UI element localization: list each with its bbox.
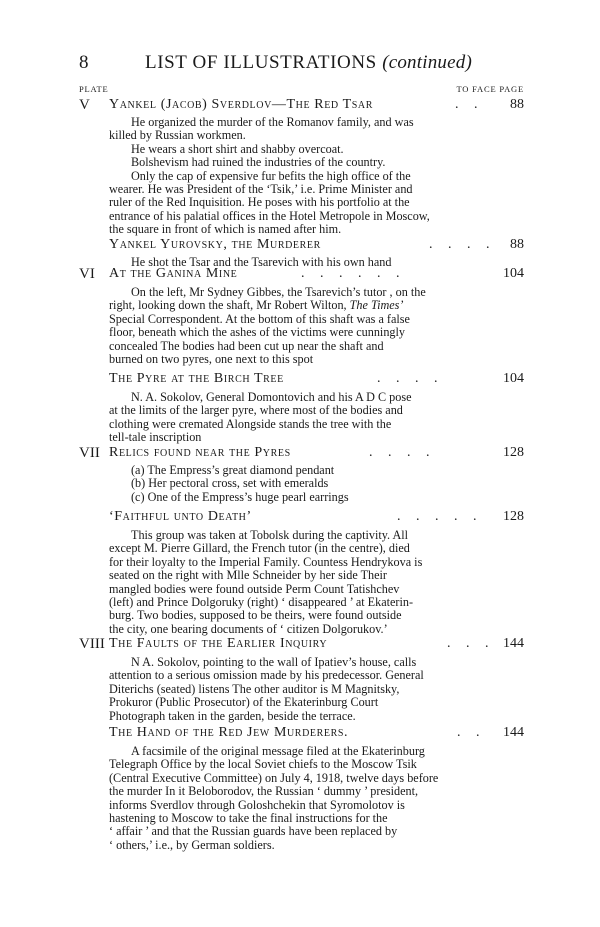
description-line: This group was taken at Tobolsk during the captivity. All: [131, 528, 409, 542]
description-line: seated on the right with Mlle Schneider by her side Their: [109, 568, 387, 583]
description-text: right, looking down the shaft, Mr Robert Wilton,: [109, 298, 347, 313]
description-line: concealed The bodies had been cut up near the shaft and: [109, 338, 384, 353]
description-line: Bolshevism had ruined the industries of the country.: [131, 155, 386, 170]
facing-page-number: 144: [503, 636, 524, 651]
illustration-title: The Hand of the Red Jew Murderers.: [109, 725, 349, 740]
description-line: informs Sverdlov through Goloshchekin that Syromolotov is: [109, 797, 405, 812]
illustration-entry: [79, 266, 524, 286]
facing-page-number: 88: [510, 97, 524, 112]
illustration-description: [109, 745, 524, 852]
plate-number: VI: [79, 266, 95, 282]
description-line: floor, beneath which the ashes of the victims were cunningly: [109, 325, 405, 340]
page-title-text: LIST OF ILLUSTRATIONS: [145, 52, 377, 73]
illustration-entry: [79, 509, 524, 529]
illustration-description: [109, 391, 524, 445]
description-line: except M. Pierre Gillard, the French tutor (in the centre), died: [109, 541, 410, 556]
description-line: Telegraph Office by the local Soviet chiefs to the Moscow Tsik: [109, 757, 417, 772]
illustration-description: [109, 116, 524, 237]
description-line: entrance of his palatial offices in the Hotel Metropole in Moscow,: [109, 208, 430, 223]
illustration-entry: [79, 636, 524, 656]
plate-number: VII: [79, 445, 100, 461]
plate-column-heading: PLATE: [79, 84, 109, 94]
leader-dots: . .: [457, 725, 486, 740]
plate-number: VIII: [79, 636, 105, 652]
publication-name: The Times’: [349, 298, 404, 313]
description-line: mangled bodies were found outside Perm Count Tatishchev: [109, 581, 400, 596]
description-line: (a) The Empress’s great diamond pendant: [131, 463, 335, 477]
leader-dots: . . . . . .: [301, 266, 406, 281]
illustration-title: At the Ganina Mine: [109, 266, 238, 281]
description-line: wearer. He was President of the ‘Tsik,’ i.e. Prime Minister and: [109, 182, 413, 197]
facing-page-number: 144: [503, 725, 524, 740]
illustration-entry: [79, 725, 524, 745]
description-line: [109, 299, 524, 312]
illustration-title: ‘Faithful unto Death’: [109, 509, 252, 524]
leader-dots: . . . .: [429, 237, 496, 252]
description-line: burned on two pyres, one next to this spot: [109, 352, 314, 367]
leader-dots: . . . .: [377, 371, 444, 386]
illustration-entry: [79, 97, 524, 117]
description-line: N. A. Sokolov, General Domontovich and his A D C pose: [131, 390, 412, 404]
facing-page-number: 88: [510, 237, 524, 252]
description-line: Special Correspondent. At the bottom of this shaft was a false: [109, 311, 410, 326]
description-line: burg. Two bodies, supposed to be theirs, were found outside: [109, 608, 402, 623]
description-line: A facsimile of the original message filed at the Ekaterinburg: [131, 744, 425, 758]
description-line: Only the cap of expensive fur befits the high office of the: [131, 168, 411, 183]
facing-page-number: 128: [503, 445, 524, 460]
description-line: ruler of the Red Inquisition. He poses with his portfolio at the: [109, 195, 410, 210]
description-line: Photograph taken in the garden, beside the terrace.: [109, 708, 356, 723]
illustration-description: [109, 286, 524, 366]
description-line: (b) Her pectoral cross, set with emeralds: [131, 476, 329, 491]
running-header: [79, 52, 524, 78]
description-line: (c) One of the Empress’s huge pearl earrings: [131, 489, 349, 504]
description-line: He shot the Tsar and the Tsarevich with his own hand: [131, 255, 392, 269]
illustration-description: [109, 464, 524, 504]
page-title: [145, 52, 472, 74]
description-line: attention to a serious omission made by his predecessor. General: [109, 668, 424, 683]
description-line: killed by Russian workmen.: [109, 128, 246, 143]
page-title-suffix: (continued): [382, 52, 472, 73]
leader-dots: . .: [455, 97, 484, 112]
description-line: On the left, Mr Sydney Gibbes, the Tsarevich’s tutor , on the: [131, 285, 426, 299]
illustration-title: Yankel (Jacob) Sverdlov—The Red Tsar: [109, 97, 374, 112]
column-headings: [79, 84, 524, 94]
illustration-entry: [79, 371, 524, 391]
description-line: He organized the murder of the Romanov family, and was: [131, 115, 414, 129]
description-line: ‘ others,’ i.e., by German soldiers.: [109, 837, 275, 852]
description-line: (Central Executive Committee) on July 4, 1918, twelve days before: [109, 770, 439, 785]
illustration-title: The Pyre at the Birch Tree: [109, 371, 284, 386]
illustration-description: [109, 656, 524, 723]
facing-page-number: 104: [503, 371, 524, 386]
description-line: hastening to Moscow to take the final instructions for the: [109, 811, 388, 826]
description-line: Prokuror (Public Prosecutor) of the Ekaterinburg Court: [109, 695, 379, 710]
description-line: (left) and Prince Dolgoruky (right) ‘ disappeared ’ at Ekaterin-: [109, 595, 414, 610]
page-column-heading: TO FACE PAGE: [456, 84, 524, 94]
facing-page-number: 128: [503, 509, 524, 524]
description-line: N A. Sokolov, pointing to the wall of Ipatiev’s house, calls: [131, 655, 417, 669]
facing-page-number: 104: [503, 266, 524, 281]
description-line: Diterichs (seated) listens The other auditor is M Magnitsky,: [109, 681, 400, 696]
description-line: ‘ affair ’ and that the Russian guards have been replaced by: [109, 824, 398, 839]
description-line: the city, one bearing documents of ‘ citizen Dolgorukov.’: [109, 621, 388, 636]
illustration-entry: [79, 237, 524, 257]
description-line: for their loyalty to the Imperial Family. Countess Hendrykova is: [109, 554, 423, 569]
description-line: the square in front of which is named after him.: [109, 222, 342, 237]
leader-dots: . . . .: [369, 445, 436, 460]
description-line: clothing were cremated Alongside stands the tree with the: [109, 416, 392, 431]
description-line: at the limits of the larger pyre, where most of the bodies and: [109, 403, 403, 418]
leader-dots: . . .: [447, 636, 495, 651]
leader-dots: . . . . .: [397, 509, 483, 524]
illustration-title: The Faults of the Earlier Inquiry: [109, 636, 328, 651]
illustration-title: Yankel Yurovsky, the Murderer: [109, 237, 321, 252]
description-line: He wears a short shirt and shabby overcoat.: [131, 141, 344, 156]
page-number: 8: [79, 52, 90, 73]
plate-number: V: [79, 97, 90, 113]
illustration-title: Relics found near the Pyres: [109, 445, 291, 460]
description-line: tell-tale inscription: [109, 430, 202, 445]
illustration-entry: [79, 445, 524, 465]
illustration-description: [109, 529, 524, 636]
description-line: the murder In it Beloborodov, the Russian ‘ dummy ’ president,: [109, 784, 419, 799]
